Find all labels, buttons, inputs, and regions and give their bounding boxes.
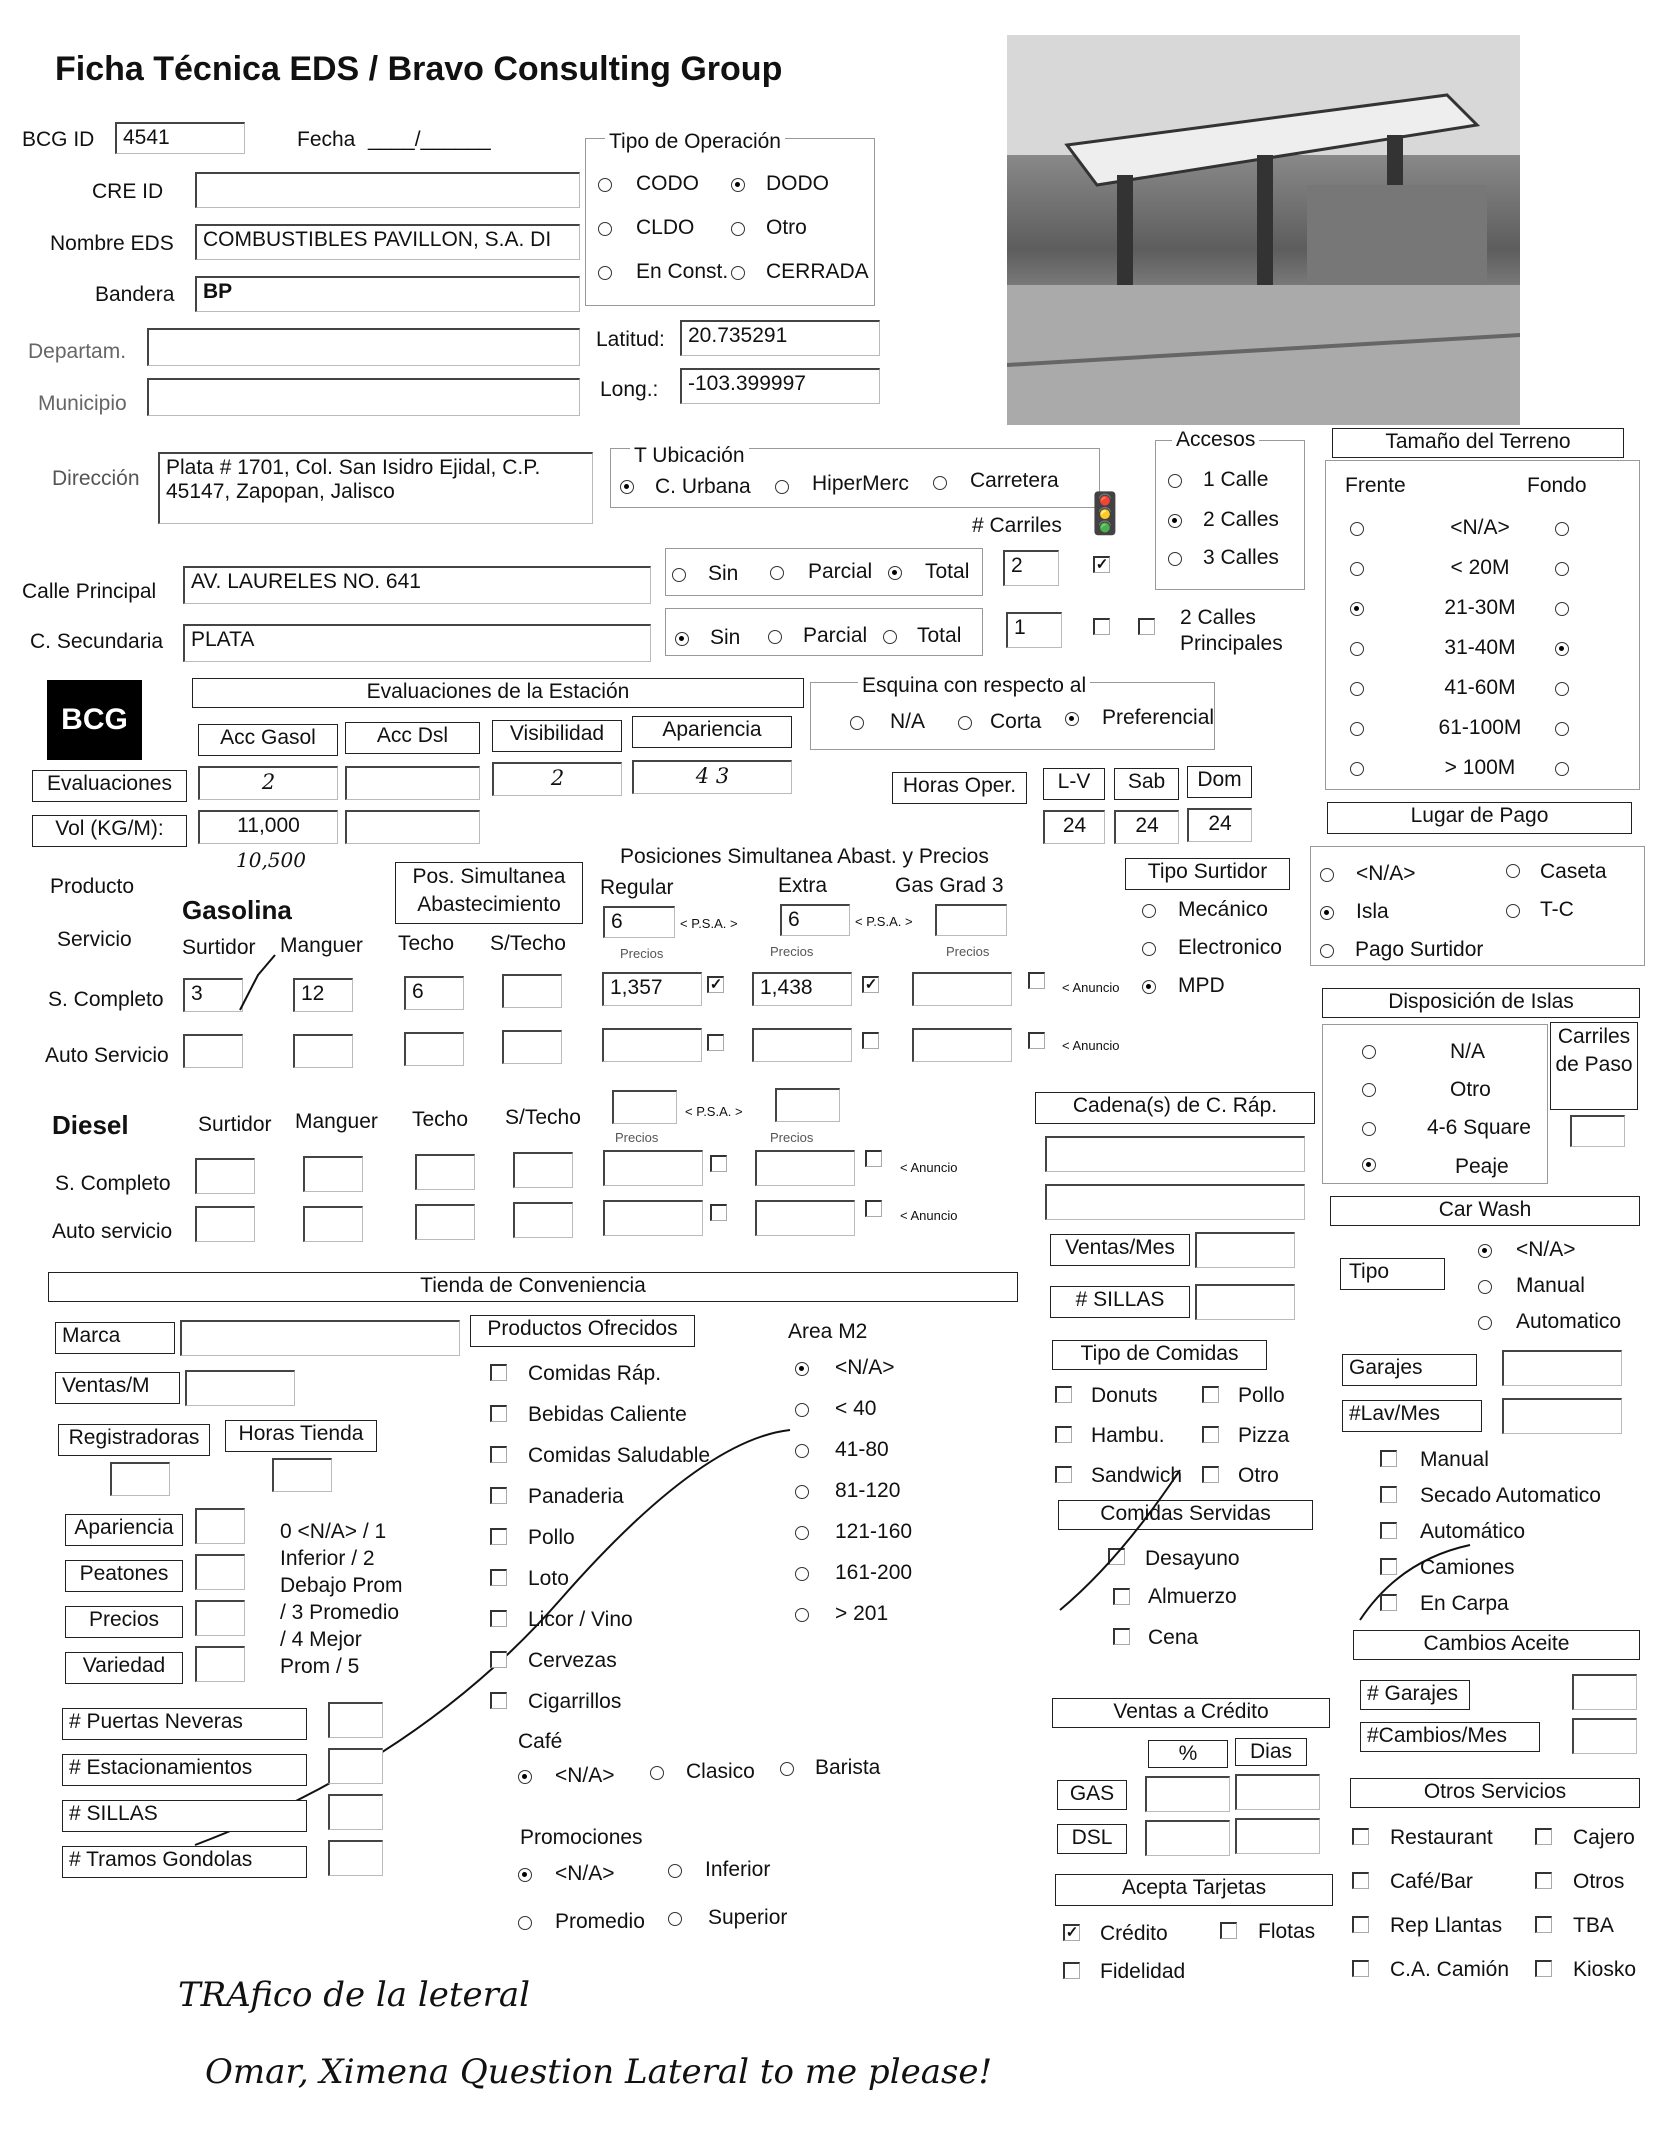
radio-frente-6[interactable]: [1350, 762, 1364, 776]
option-otro-servicio: C.A. Camión: [1390, 1958, 1510, 1981]
latitud-field[interactable]: 20.735291: [680, 320, 880, 356]
regular-price-check[interactable]: ✓: [707, 976, 724, 993]
option-flotas: Flotas: [1258, 1920, 1316, 1943]
fondo-label: Fondo: [1527, 474, 1587, 497]
comidas-servidas-header: Comidas Servidas: [1058, 1500, 1313, 1530]
chk-cw-2[interactable]: [1380, 1522, 1397, 1539]
tipo-surtidor-header: Tipo Surtidor: [1125, 858, 1290, 890]
horas-lv-header: L-V: [1043, 768, 1105, 800]
cambios-aceite-header: Cambios Aceite: [1353, 1630, 1640, 1660]
scale-line-1: 0 <N/A> / 1: [280, 1520, 387, 1543]
option-otro-servicio: Restaurant: [1390, 1826, 1493, 1849]
chk-otro-servicio-6[interactable]: [1352, 1960, 1369, 1977]
disposicion-islas-header: Disposición de Islas: [1322, 988, 1640, 1018]
gas-as-anuncio-label: < Anuncio: [1062, 1038, 1120, 1053]
carriles-label: # Carriles: [972, 514, 1062, 537]
chk-comida-5[interactable]: [1202, 1466, 1219, 1483]
option-total-1: Total: [925, 560, 970, 583]
option-cw-manual: Manual: [1516, 1274, 1585, 1297]
acc-gasol-header: Acc Gasol: [198, 724, 338, 756]
radio-area-0[interactable]: [795, 1362, 809, 1376]
radio-area-5[interactable]: [795, 1567, 809, 1581]
radio-frente-2[interactable]: [1350, 602, 1364, 616]
option-producto: Licor / Vino: [528, 1608, 633, 1631]
cw-lav-mes-label: #Lav/Mes: [1342, 1400, 1482, 1432]
count-label-0: # Puertas Neveras: [62, 1708, 307, 1740]
vol-handwritten-note: 10,500: [236, 848, 306, 872]
count-label-2: # SILLAS: [62, 1800, 307, 1832]
option-cena: Cena: [1148, 1626, 1199, 1649]
chk-comida-3[interactable]: [1202, 1426, 1219, 1443]
option-fidelidad: Fidelidad: [1100, 1960, 1186, 1983]
rating-field-0[interactable]: [195, 1508, 245, 1544]
car-wash-tipo-label: Tipo: [1340, 1258, 1445, 1290]
tamano-terreno-header: Tamaño del Terreno: [1332, 428, 1624, 458]
option-mecanico: Mecánico: [1178, 898, 1268, 921]
scale-line-2: Inferior / 2: [280, 1547, 375, 1570]
chk-producto-0[interactable]: [490, 1364, 507, 1381]
grad3-precios-label: Precios: [946, 944, 990, 959]
form-title: Ficha Técnica EDS / Bravo Consulting Group: [55, 50, 783, 88]
gasolina-title: Gasolina: [182, 895, 292, 925]
chk-producto-4[interactable]: [490, 1528, 507, 1545]
chk-cw-4[interactable]: [1380, 1594, 1397, 1611]
calle-principal-label: Calle Principal: [22, 580, 157, 603]
option-otro-servicio: Kiosko: [1573, 1958, 1637, 1981]
chk-otro-servicio-0[interactable]: [1352, 1828, 1369, 1845]
calle-secundaria-label: C. Secundaria: [30, 630, 164, 653]
option-producto: Loto: [528, 1567, 569, 1590]
option-codo: CODO: [636, 172, 699, 195]
radio-area-6[interactable]: [795, 1608, 809, 1622]
dsl-sc-anuncio: < Anuncio: [900, 1160, 958, 1175]
bcg-id-label: BCG ID: [22, 128, 95, 151]
tipo-comidas-header: Tipo de Comidas: [1052, 1340, 1267, 1370]
chk-otro-servicio-3[interactable]: [1535, 1872, 1552, 1889]
option-comida: Otro: [1238, 1464, 1279, 1487]
option-promo-na: <N/A>: [555, 1862, 615, 1885]
radio-frente-0[interactable]: [1350, 522, 1364, 536]
tienda-header: Tienda de Conveniencia: [48, 1272, 1018, 1302]
auto-servicio-label: Auto Servicio: [45, 1044, 169, 1067]
radio-fondo-4[interactable]: [1555, 682, 1569, 696]
dsl-auto-label: Auto servicio: [52, 1220, 173, 1243]
acc-dsl-header: Acc Dsl: [345, 722, 480, 754]
option-3-calles: 3 Calles: [1203, 546, 1279, 569]
option-area: 81-120: [835, 1479, 901, 1502]
radio-fondo-2[interactable]: [1555, 602, 1569, 616]
calle-principal-field[interactable]: AV. LAURELES NO. 641: [183, 566, 651, 604]
rating-field-2[interactable]: [195, 1600, 245, 1636]
regular-price-field[interactable]: 1,357: [602, 972, 702, 1006]
option-area: 161-200: [835, 1561, 913, 1584]
chk-otro-servicio-5[interactable]: [1535, 1916, 1552, 1933]
option-cw-check: En Carpa: [1420, 1592, 1509, 1615]
dsl-precios-label-1: Precios: [615, 1130, 659, 1145]
radio-frente-4[interactable]: [1350, 682, 1364, 696]
option-desayuno: Desayuno: [1145, 1547, 1240, 1570]
longitud-label: Long.:: [600, 378, 659, 401]
rating-label-3: Variedad: [65, 1652, 183, 1684]
dsl-col-stecho: S/Techo: [505, 1106, 581, 1129]
handwritten-note-2: Omar, Ximena Question Lateral to me please!: [205, 2052, 993, 2092]
tienda-horas-label: Horas Tienda: [225, 1420, 377, 1452]
option-total-2: Total: [917, 624, 962, 647]
vol-label: Vol (KG/M):: [32, 815, 187, 847]
gas-col-techo: Techo: [398, 932, 455, 955]
rating-field-1[interactable]: [195, 1554, 245, 1590]
option-otro-servicio: Café/Bar: [1390, 1870, 1473, 1893]
radio-area-3[interactable]: [795, 1485, 809, 1499]
radio-area-4[interactable]: [795, 1526, 809, 1540]
option-comida: Sandwich: [1091, 1464, 1183, 1487]
scale-line-5: / 4 Mejor: [280, 1628, 362, 1651]
horas-dom-header: Dom: [1187, 766, 1252, 798]
dsl-precios-label-2: Precios: [770, 1130, 814, 1145]
regular-psa-label: < P.S.A. >: [680, 916, 738, 931]
depto-label: Departam.: [28, 340, 127, 363]
option-cw-auto: Automatico: [1516, 1310, 1622, 1333]
option-comida: Pollo: [1238, 1384, 1285, 1407]
ubicacion-label: T Ubicación: [630, 444, 749, 468]
option-dodo: DODO: [766, 172, 829, 195]
pos-precios-label: Posiciones Simultanea Abast. y Precios: [620, 845, 989, 868]
option-carretera: Carretera: [970, 469, 1059, 492]
count-label-3: # Tramos Gondolas: [62, 1846, 307, 1878]
count-field-2[interactable]: [328, 1794, 383, 1830]
terreno-row-label: 21-30M: [1444, 596, 1516, 619]
carriles-count-1[interactable]: 2: [1003, 550, 1059, 586]
scale-line-4: / 3 Promedio: [280, 1601, 400, 1624]
chk-otro-servicio-1[interactable]: [1535, 1828, 1552, 1845]
tienda-ventas-label: Ventas/M: [55, 1372, 180, 1404]
ca-garajes-label: # Garajes: [1360, 1680, 1470, 1710]
option-1-calle: 1 Calle: [1203, 468, 1269, 491]
chk-otro-servicio-7[interactable]: [1535, 1960, 1552, 1977]
credito-dias-header: Dias: [1235, 1738, 1307, 1766]
option-2-calles: 2 Calles: [1203, 508, 1279, 531]
acepta-tarjetas-header: Acepta Tarjetas: [1055, 1874, 1333, 1906]
carriles-count-2[interactable]: 1: [1006, 612, 1062, 648]
option-islas-square: 4-6 Square: [1427, 1116, 1531, 1139]
fecha-field[interactable]: ____/______: [368, 128, 491, 151]
lugar-pago-header: Lugar de Pago: [1327, 802, 1632, 834]
tienda-registradoras-label: Registradoras: [58, 1424, 210, 1456]
option-sin-1: Sin: [708, 562, 739, 585]
option-comida: Hambu.: [1091, 1424, 1165, 1447]
municipio-label: Municipio: [38, 392, 127, 415]
option-cw-check: Secado Automatico: [1420, 1484, 1601, 1507]
option-promo-inferior: Inferior: [705, 1858, 771, 1881]
regular-precios-label: Precios: [620, 946, 664, 961]
scale-line-3: Debajo Prom: [280, 1574, 403, 1597]
option-cerrada: CERRADA: [766, 260, 869, 283]
dos-calles-principales-label: 2 Calles Principales: [1180, 606, 1283, 655]
option-area: 121-160: [835, 1520, 913, 1543]
chk-cw-3[interactable]: [1380, 1558, 1397, 1575]
radio-area-1[interactable]: [795, 1403, 809, 1417]
option-credito: Crédito: [1100, 1922, 1168, 1945]
apariencia-field[interactable]: 4 3: [632, 760, 792, 794]
option-otro-servicio: Otros: [1573, 1870, 1625, 1893]
option-cw-check: Manual: [1420, 1448, 1489, 1471]
radio-frente-1[interactable]: [1350, 562, 1364, 576]
option-parcial-2: Parcial: [803, 624, 868, 647]
option-cldo: CLDO: [636, 216, 695, 239]
option-promo-promedio: Promedio: [555, 1910, 645, 1933]
ventas-mes-label: Ventas/Mes: [1050, 1234, 1190, 1266]
chk-producto-6[interactable]: [490, 1610, 507, 1627]
option-cafe-clasico: Clasico: [686, 1760, 755, 1783]
dsl-psa-label: < P.S.A. >: [685, 1104, 743, 1119]
vol-field[interactable]: 11,000: [198, 810, 338, 844]
extra-psa-field[interactable]: 6: [780, 904, 850, 936]
gas-anuncio-label: < Anuncio: [1062, 980, 1120, 995]
bcg-id-field[interactable]: 4541: [115, 122, 245, 154]
option-pago-surtidor: Pago Surtidor: [1355, 938, 1484, 961]
option-producto: Cervezas: [528, 1649, 617, 1672]
scale-line-6: Prom / 5: [280, 1655, 360, 1678]
option-c-urbana: C. Urbana: [655, 475, 751, 498]
car-wash-header: Car Wash: [1330, 1196, 1640, 1226]
count-label-1: # Estacionamientos: [62, 1754, 307, 1786]
terreno-row-label: < 20M: [1450, 556, 1510, 579]
option-pago-na: <N/A>: [1356, 862, 1416, 885]
radio-frente-3[interactable]: [1350, 642, 1364, 656]
horas-sab-header: Sab: [1114, 768, 1179, 800]
horas-sab-field[interactable]: 24: [1114, 810, 1179, 844]
radio-area-2[interactable]: [795, 1444, 809, 1458]
carriles-check-1[interactable]: ✓: [1093, 556, 1110, 573]
longitud-field[interactable]: -103.399997: [680, 368, 880, 404]
terreno-row-label: 61-100M: [1438, 716, 1522, 739]
option-cafe-barista: Barista: [815, 1756, 881, 1779]
count-field-1[interactable]: [328, 1748, 383, 1784]
handwritten-note-1: TRAfico de la leteral: [178, 1975, 531, 2015]
option-islas-na: N/A: [1450, 1040, 1486, 1063]
frente-label: Frente: [1345, 474, 1406, 497]
chk-producto-1[interactable]: [490, 1405, 507, 1422]
option-promo-superior: Superior: [708, 1906, 788, 1929]
radio-fondo-6[interactable]: [1555, 762, 1569, 776]
radio-frente-5[interactable]: [1350, 722, 1364, 736]
option-otro-servicio: Rep Llantas: [1390, 1914, 1503, 1937]
acc-gasol-field[interactable]: 2: [198, 766, 338, 800]
option-mpd: MPD: [1178, 974, 1225, 997]
option-otro-servicio: Cajero: [1573, 1826, 1635, 1849]
visibilidad-field[interactable]: 2: [492, 762, 622, 796]
servicio-label: Servicio: [57, 928, 132, 951]
option-islas-peaje: Peaje: [1455, 1155, 1509, 1178]
dsl-as-anuncio: < Anuncio: [900, 1208, 958, 1223]
cafe-label: Café: [518, 1730, 563, 1753]
extra-precios-label: Precios: [770, 944, 814, 959]
horas-dom-field[interactable]: 24: [1187, 808, 1252, 842]
cre-id-label: CRE ID: [92, 180, 164, 203]
sillas-label: # SILLAS: [1050, 1286, 1190, 1318]
credito-gas-label: GAS: [1057, 1780, 1127, 1810]
regular-psa-field[interactable]: 6: [603, 906, 675, 938]
radio-fondo-0[interactable]: [1555, 522, 1569, 536]
option-area: 41-80: [835, 1438, 889, 1461]
count-field-3[interactable]: [328, 1840, 383, 1876]
chk-comida-4[interactable]: [1055, 1466, 1072, 1483]
area-label: Area M2: [788, 1320, 868, 1343]
grade-3: Gas Grad 3: [895, 874, 1004, 897]
chk-otro-servicio-2[interactable]: [1352, 1872, 1369, 1889]
option-comida: Pizza: [1238, 1424, 1290, 1447]
calle-secundaria-field[interactable]: PLATA: [183, 624, 651, 662]
gas-sc-manguer[interactable]: 12: [293, 978, 353, 1012]
credito-pct-header: %: [1148, 1740, 1228, 1768]
tipo-operacion-label: Tipo de Operación: [605, 130, 785, 154]
cadena-header: Cadena(s) de C. Ráp.: [1035, 1092, 1315, 1124]
chk-producto-2[interactable]: [490, 1446, 507, 1463]
count-field-0[interactable]: [328, 1702, 383, 1738]
traffic-light-icon: 🚦: [1080, 492, 1130, 536]
chk-producto-5[interactable]: [490, 1569, 507, 1586]
gas-col-manguer: Manguer: [280, 934, 363, 957]
radio-fondo-3[interactable]: [1555, 642, 1569, 656]
chk-producto-7[interactable]: [490, 1651, 507, 1668]
gas-sc-surtidor[interactable]: 3: [183, 978, 243, 1012]
chk-comida-2[interactable]: [1055, 1426, 1072, 1443]
terreno-row-label: 31-40M: [1444, 636, 1516, 659]
grade-regular: Regular: [600, 876, 674, 899]
terreno-row-label: > 100M: [1444, 756, 1516, 779]
accesos-label: Accesos: [1172, 428, 1259, 452]
extra-psa-label: < P.S.A. >: [855, 914, 913, 929]
option-pago-caseta: Caseta: [1540, 860, 1607, 883]
option-islas-otro: Otro: [1450, 1078, 1491, 1101]
carriles-paso-header: Carriles de Paso: [1550, 1022, 1638, 1110]
evaluaciones-label: Evaluaciones: [32, 770, 187, 802]
nombre-label: Nombre EDS: [50, 232, 174, 255]
otros-servicios-header: Otros Servicios: [1350, 1778, 1640, 1808]
option-producto: Cigarrillos: [528, 1690, 622, 1713]
option-electronico: Electronico: [1178, 936, 1282, 959]
option-area: < 40: [835, 1397, 877, 1420]
rating-label-1: Peatones: [65, 1560, 183, 1592]
direccion-label: Dirección: [52, 467, 140, 490]
tienda-marca-label: Marca: [55, 1322, 175, 1354]
chk-comida-0[interactable]: [1055, 1386, 1072, 1403]
option-esquina-preferencial: Preferencial: [1102, 706, 1215, 729]
credito-dsl-label: DSL: [1057, 1824, 1127, 1854]
chk-producto-8[interactable]: [490, 1692, 507, 1709]
option-producto: Bebidas Caliente: [528, 1403, 687, 1426]
option-producto: Pollo: [528, 1526, 575, 1549]
extra-price-field[interactable]: 1,438: [752, 972, 852, 1006]
pos-simultanea-header: Pos. Simultanea Abastecimiento: [395, 862, 583, 924]
visibilidad-header: Visibilidad: [492, 720, 622, 752]
ca-cambios-label: #Cambios/Mes: [1360, 1722, 1540, 1752]
option-cw-check: Automático: [1420, 1520, 1526, 1543]
chk-otro-servicio-4[interactable]: [1352, 1916, 1369, 1933]
option-parcial-1: Parcial: [808, 560, 873, 583]
promo-label: Promociones: [520, 1826, 643, 1849]
option-pago-isla: Isla: [1356, 900, 1389, 923]
chk-comida-1[interactable]: [1202, 1386, 1219, 1403]
dsl-col-manguer: Manguer: [295, 1110, 378, 1133]
rating-label-2: Precios: [65, 1606, 183, 1638]
apariencia-header: Apariencia: [632, 716, 792, 748]
option-cw-na: <N/A>: [1516, 1238, 1576, 1261]
option-almuerzo: Almuerzo: [1148, 1585, 1237, 1608]
productos-header: Productos Ofrecidos: [470, 1315, 695, 1347]
cw-garajes-label: Garajes: [1342, 1354, 1477, 1386]
horas-oper-label: Horas Oper.: [892, 772, 1027, 804]
option-producto: Panaderia: [528, 1485, 624, 1508]
diesel-title: Diesel: [52, 1110, 129, 1140]
dsl-s-completo-label: S. Completo: [55, 1172, 171, 1195]
s-completo-label: S. Completo: [48, 988, 164, 1011]
direccion-line2: 45147, Zapopan, Jalisco: [166, 480, 395, 503]
evaluaciones-section-header: Evaluaciones de la Estación: [192, 678, 804, 708]
horas-lv-field[interactable]: 24: [1043, 810, 1105, 844]
option-cw-check: Camiones: [1420, 1556, 1515, 1579]
chk-credito[interactable]: ✓: [1063, 1924, 1080, 1941]
dsl-col-surtidor: Surtidor: [198, 1113, 272, 1136]
option-esquina-na: N/A: [890, 710, 926, 733]
radio-fondo-5[interactable]: [1555, 722, 1569, 736]
option-esquina-corta: Corta: [990, 710, 1042, 733]
option-otro-servicio: TBA: [1573, 1914, 1614, 1937]
terreno-row-label: <N/A>: [1450, 516, 1510, 539]
option-otro: Otro: [766, 216, 807, 239]
option-area: > 201: [835, 1602, 889, 1625]
gas-col-surtidor: Surtidor: [182, 936, 256, 959]
chk-cw-1[interactable]: [1380, 1486, 1397, 1503]
producto-label: Producto: [50, 875, 135, 898]
terreno-row-label: 41-60M: [1444, 676, 1516, 699]
chk-cw-0[interactable]: [1380, 1450, 1397, 1467]
rating-field-3[interactable]: [195, 1646, 245, 1682]
option-comida: Donuts: [1091, 1384, 1158, 1407]
bandera-field[interactable]: BP: [195, 276, 580, 312]
option-producto: Comidas Ráp.: [528, 1362, 662, 1385]
option-hipermerc: HiperMerc: [812, 472, 909, 495]
option-area: <N/A>: [835, 1356, 895, 1379]
fecha-label: Fecha: [297, 128, 356, 151]
option-pago-tc: T-C: [1540, 898, 1574, 921]
bandera-label: Bandera: [95, 283, 175, 306]
option-producto: Comidas Saludable: [528, 1444, 711, 1467]
option-sin-2: Sin: [710, 626, 741, 649]
extra-price-check[interactable]: ✓: [862, 976, 879, 993]
dsl-col-techo: Techo: [412, 1108, 469, 1131]
option-en-const: En Const.: [636, 260, 729, 283]
rating-label-0: Apariencia: [65, 1514, 183, 1546]
bcg-logo: BCG: [47, 680, 142, 760]
latitud-label: Latitud:: [596, 328, 665, 351]
option-cafe-na: <N/A>: [555, 1764, 615, 1787]
chk-producto-3[interactable]: [490, 1487, 507, 1504]
gas-sc-techo[interactable]: 6: [404, 976, 464, 1010]
ventas-credito-header: Ventas a Crédito: [1052, 1698, 1330, 1728]
direccion-line1: Plata # 1701, Col. San Isidro Ejidal, C.P.: [166, 456, 541, 479]
grade-extra: Extra: [778, 874, 828, 897]
gas-col-stecho: S/Techo: [490, 932, 566, 955]
radio-fondo-1[interactable]: [1555, 562, 1569, 576]
nombre-field[interactable]: COMBUSTIBLES PAVILLON, S.A. DI: [195, 224, 580, 260]
esquina-label: Esquina con respecto al: [858, 674, 1090, 698]
